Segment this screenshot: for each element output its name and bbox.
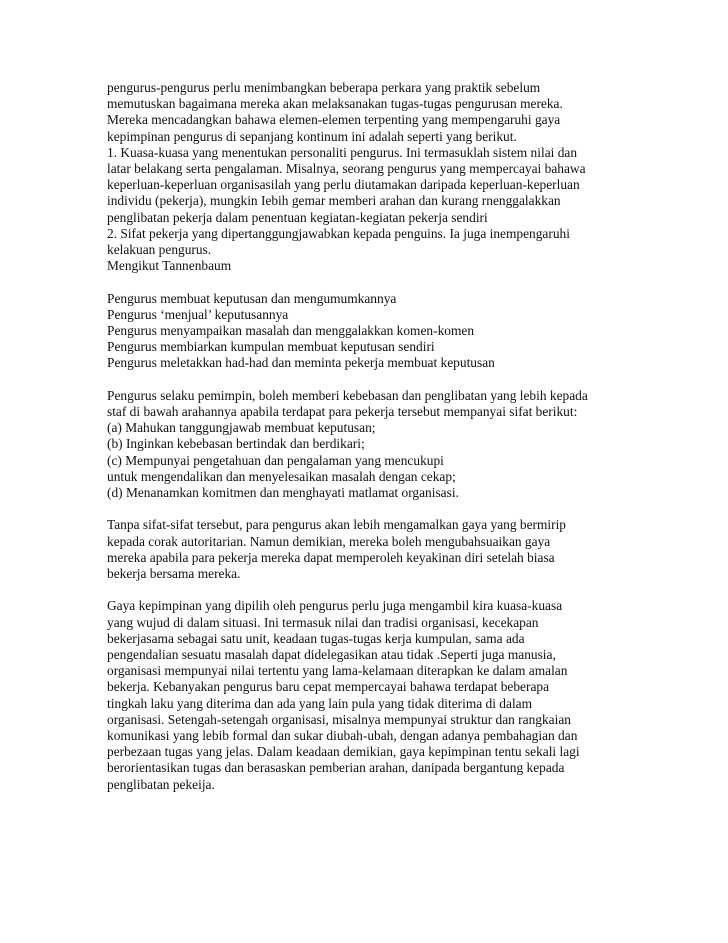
text-line: staf di bawah arahannya apabila terdapat para pekerja tersebut mempanyai sifat berikut:	[107, 404, 578, 420]
text-line: berorientasikan tugas dan berasaskan pemberian arahan, danipada bergantung kepada	[107, 760, 565, 776]
paragraph-leadership-factors	[107, 80, 632, 274]
text-line: Mengikut Tannenbaum	[107, 258, 232, 274]
paragraph-situational-forces	[107, 598, 632, 792]
text-line: kepimpinan pengurus di sepanjang kontinum ini adalah seperti yang berikut.	[107, 128, 517, 144]
text-line: (b) Inginkan kebebasan bertindak dan berdikari;	[107, 436, 365, 452]
text-line: penglibatan pekeija.	[107, 776, 215, 792]
text-line: memutuskan bagaimana mereka akan melaksanakan tugas-tugas pengurusan mereka.	[107, 96, 563, 112]
text-line: bekerjasama sebagai satu unit, keadaan tugas-tugas kerja kumpulan, sama ada	[107, 630, 525, 646]
text-line: kelakuan pengurus.	[107, 242, 212, 258]
text-line: Gaya kepimpinan yang dipilih oleh pengurus perlu juga mengambil kira kuasa-kuasa	[107, 598, 563, 614]
text-line: yang wujud di dalam situasi. Ini termasuk nilai dan tradisi organisasi, kecekapan	[107, 614, 539, 630]
text-line: kepada corak autoritarian. Namun demikian, mereka boleh mengubahsuaikan gaya	[107, 533, 551, 549]
text-line: individu (pekerja), mungkin Iebih gemar memberi arahan dan kurang rnenggalakkan	[107, 193, 561, 209]
text-line: organisasi mempunyai nilai tertentu yang lama-kelamaan diterapkan ke dalam amalan	[107, 663, 568, 679]
text-line: (c) Mempunyai pengetahuan dan pengalaman yang mencukupi	[107, 452, 444, 468]
paragraph-autocratic-style	[107, 517, 632, 582]
paragraph-tannenbaum-styles	[107, 291, 632, 372]
text-line: Pengurus membiarkan kumpulan membuat keputusan sendiri	[107, 339, 435, 355]
text-line: latar belakang serta pengalaman. Misalnya, seorang pengurus yang mempercayai bahawa	[107, 161, 586, 177]
text-line: (a) Mahukan tanggungjawab membuat keputusan;	[107, 420, 376, 436]
text-line: tingkah laku yang diterima dan ada yang lain pula yang tidak diterima di dalam	[107, 695, 533, 711]
paragraph-staff-traits	[107, 388, 632, 501]
text-line: keperluan-keperluan organisasilah yang perlu diutamakan daripada keperluan-keperluan	[107, 177, 580, 193]
text-line: mereka apabila para pekerja mereka dapat memperoleh keyakinan diri setelah biasa	[107, 549, 555, 565]
document-page	[107, 80, 632, 793]
text-line: perbezaan tugas yang jelas. Dalam keadaan demikian, gaya kepimpinan tentu sekali lagi	[107, 744, 580, 760]
text-line: Pengurus menyampaikan masalah dan menggalakkan komen-komen	[107, 323, 475, 339]
text-line: Pengurus meletakkan had-had dan meminta pekerja membuat keputusan	[107, 355, 495, 371]
text-line: penglibatan pekerja dalam penentuan kegiatan-kegiatan pekerja sendiri	[107, 209, 488, 225]
text-line: Pengurus membuat keputusan dan mengumumkannya	[107, 290, 397, 306]
text-line: Pengurus selaku pemimpin, boleh memberi kebebasan dan penglibatan yang lebih kepada	[107, 387, 588, 403]
text-line: pengendalian sesuatu masalah dapat didelegasikan atau tidak .Seperti juga manusia,	[107, 647, 556, 663]
text-line: Pengurus ‘menjual’ keputusannya	[107, 306, 289, 322]
text-line: 2. Sifat pekerja yang dipertanggungjawabkan kepada penguins. Ia juga inempengaruhi	[107, 225, 570, 241]
text-line: bekerja bersama mereka.	[107, 566, 241, 582]
text-line: bekerja. Kebanyakan pengurus baru cepat mempercayai bahawa terdapat beberapa	[107, 679, 550, 695]
text-line: Tanpa sifat-sifat tersebut, para pengurus akan lebih mengamalkan gaya yang bermirip	[107, 517, 567, 533]
text-line: untuk mengendalikan dan menyelesaikan masalah dengan cekap;	[107, 468, 456, 484]
text-line: komunikasi yang lebib formal dan sukar diubah-ubah, dengan adanya pembahagian dan	[107, 728, 578, 744]
text-line: organisasi. Setengah-setengah organisasi, misalnya mempunyai struktur dan rangkaian	[107, 711, 571, 727]
text-line: 1. Kuasa-kuasa yang menentukan personaliti pengurus. Ini termasuklah sistem nilai dan	[107, 144, 578, 160]
text-line: Mereka mencadangkan bahawa elemen-elemen terpenting yang mempengaruhi gaya	[107, 112, 561, 128]
text-line: pengurus-pengurus perlu menimbangkan beberapa perkara yang praktik sebelum	[107, 80, 541, 95]
text-line: (d) Menanamkan komitmen dan menghayati matlamat organisasi.	[107, 485, 459, 501]
